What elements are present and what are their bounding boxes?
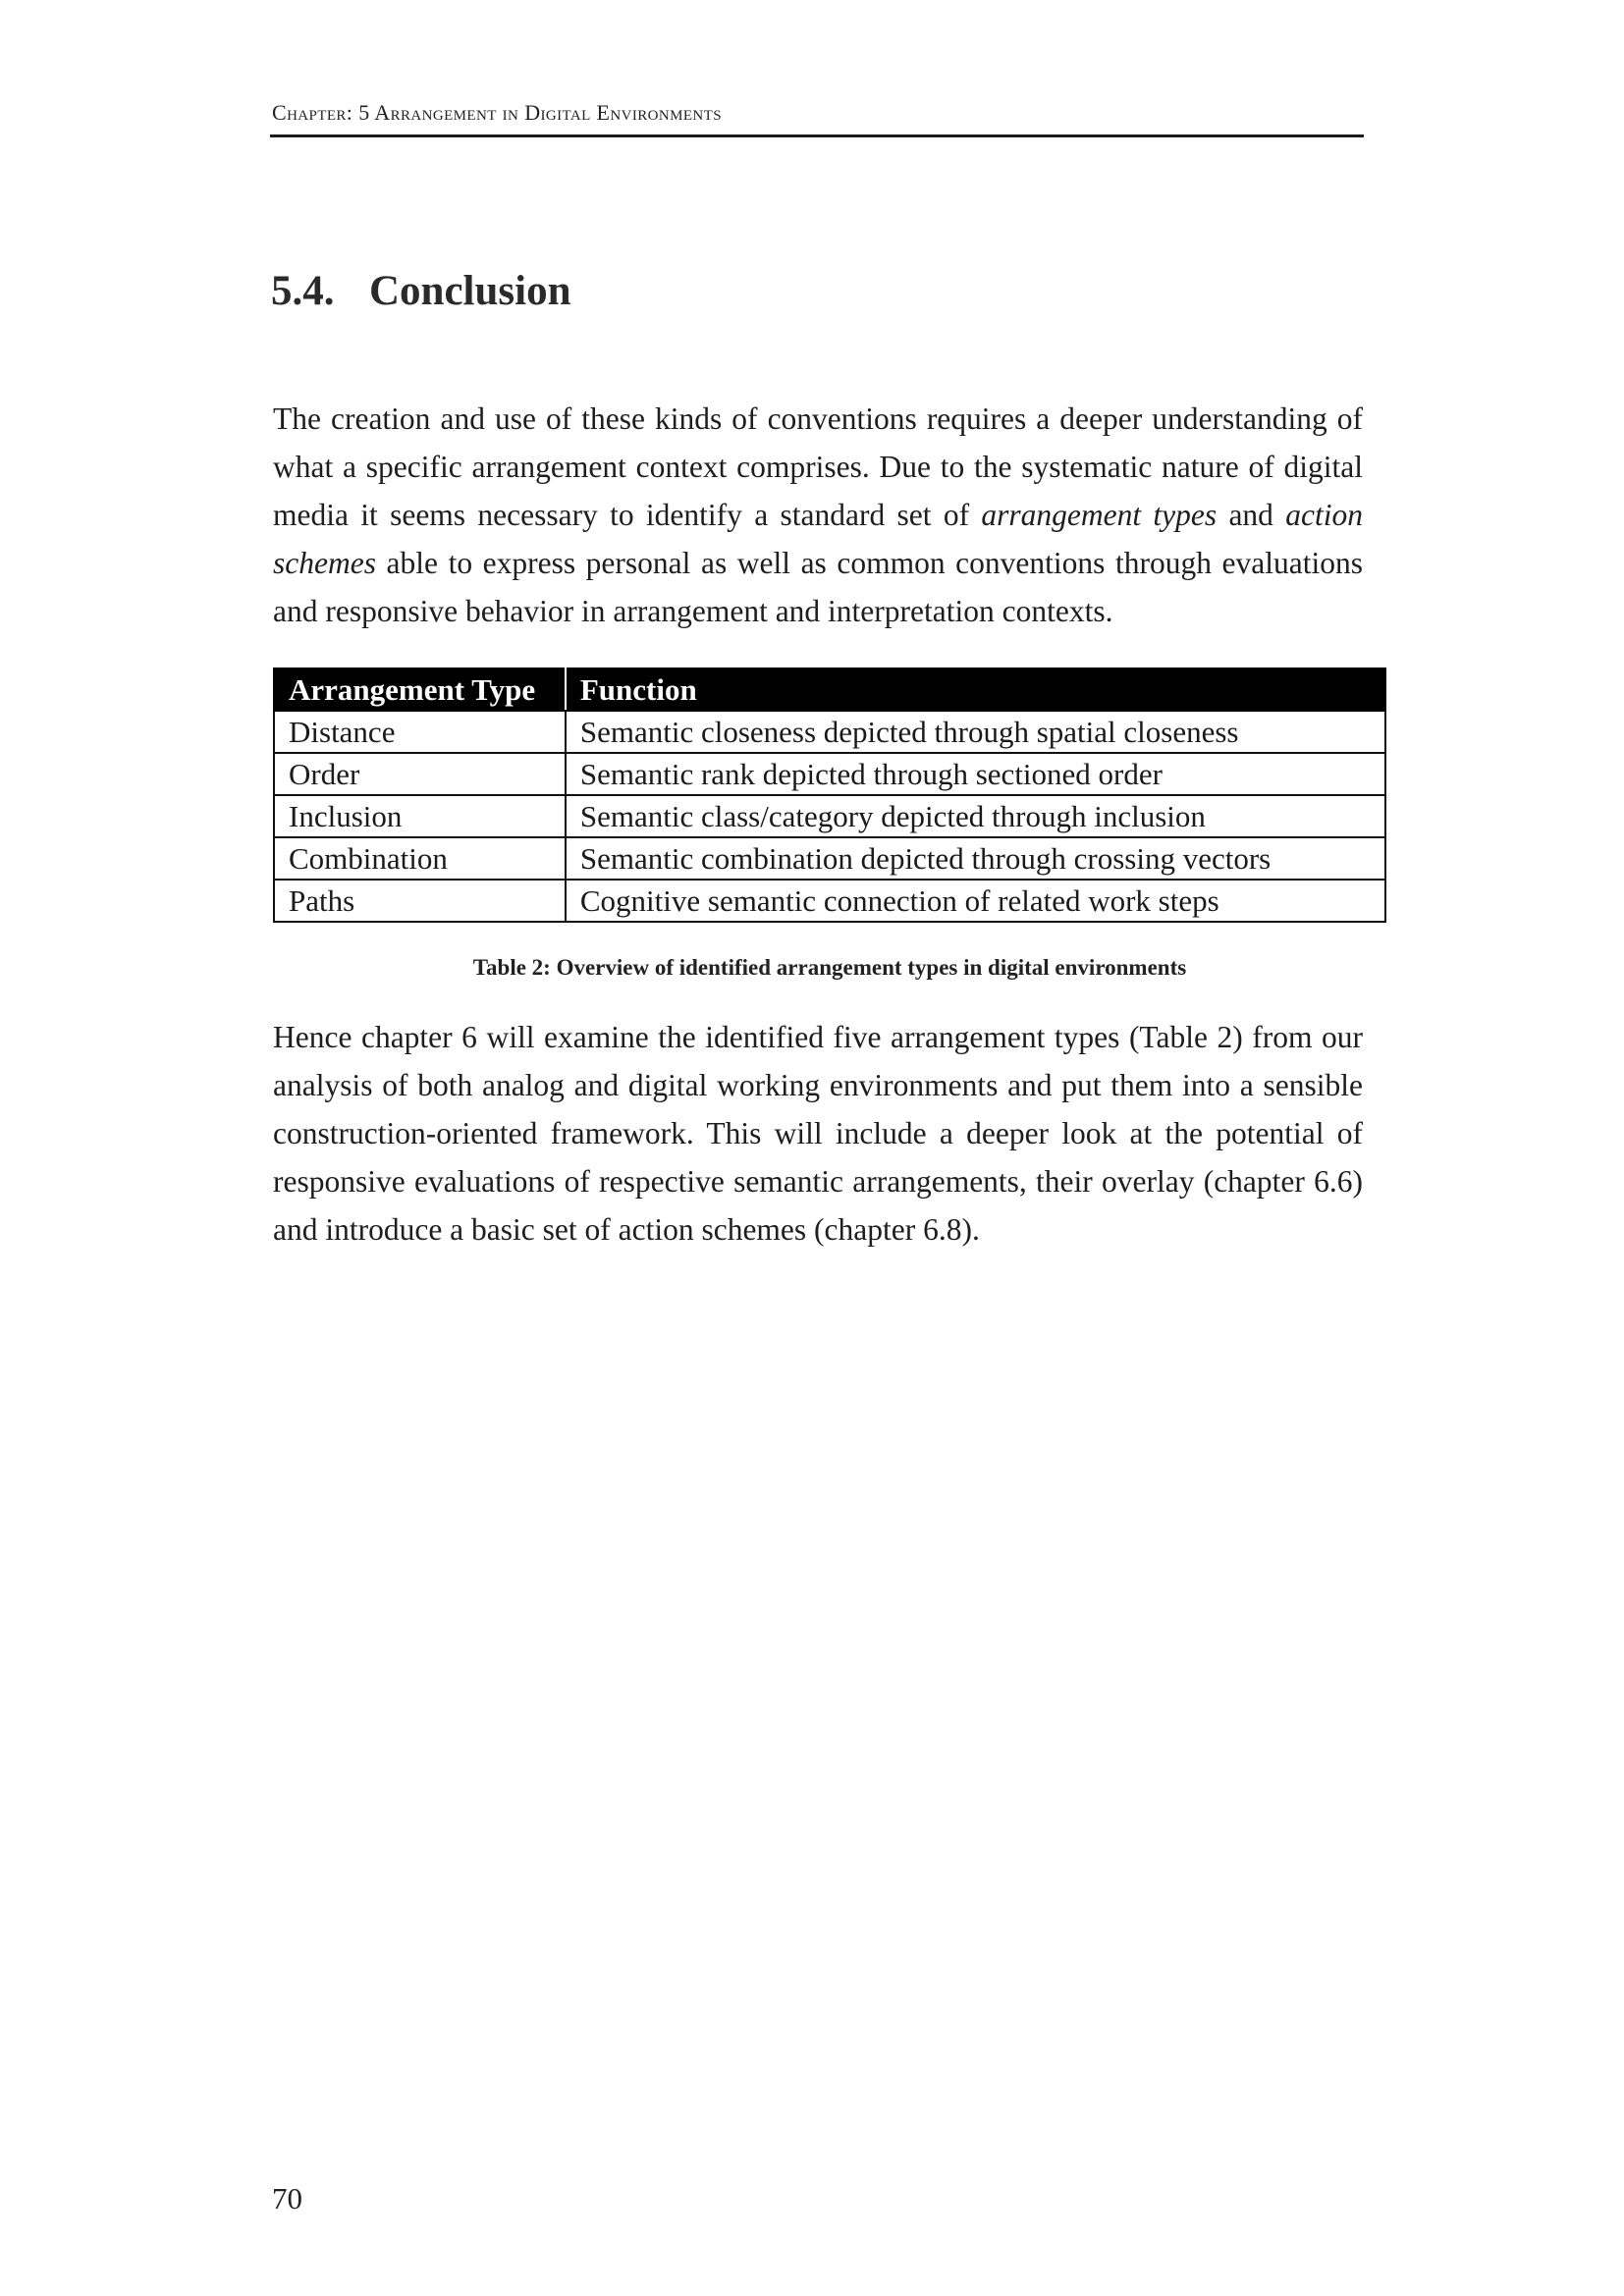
arrangement-types-table: [273, 667, 1386, 923]
column-header-arrangement-type: Arrangement Type: [274, 668, 566, 711]
intro-text-part1: The creation and use of these kinds of conventions requires a deeper understanding of what a specific arrangement context comprises. Due to the systematic nature of digital media it seems necessary to identify a standard set of: [273, 401, 1363, 532]
table-cell-function: Semantic rank depicted through sectioned order: [566, 753, 1385, 795]
table-cell-function: Semantic combination depicted through crossing vectors: [566, 837, 1385, 880]
table-row: [274, 837, 1385, 880]
table-row: [274, 753, 1385, 795]
table-cell-function: Semantic closeness depicted through spatial closeness: [566, 711, 1385, 753]
table-cell-type: Inclusion: [274, 795, 566, 837]
table-row: [274, 795, 1385, 837]
table-cell-type: Paths: [274, 880, 566, 922]
closing-paragraph: Hence chapter 6 will examine the identified five arrangement types (Table 2) from our analysis of both analog and digital working environments and put them into a sensible construction-oriented framework. This will include a deeper look at the potential of responsive evaluations of respective semantic arrangements, their overlay (chapter 6.6) and introduce a basic set of action schemes (chapter 6.8).: [273, 1020, 1363, 1247]
table-row: [274, 880, 1385, 922]
intro-emphasis-action-schemes: action schemes: [273, 498, 1363, 580]
section-heading: [271, 267, 571, 315]
intro-text-part3: able to express personal as well as common conventions through evaluations and responsive behavior in arrangement and interpretation contexts.: [273, 546, 1363, 628]
page-number: 70: [272, 2181, 302, 2216]
table-cell-function: Cognitive semantic connection of related work steps: [566, 880, 1385, 922]
table-cell-type: Order: [274, 753, 566, 795]
table-caption: Table 2: Overview of identified arrangement types in digital environments: [472, 955, 1187, 980]
intro-text-part2: and: [1217, 498, 1286, 532]
intro-emphasis-arrangement-types: arrangement types: [981, 498, 1218, 532]
table-cell-type: Combination: [274, 837, 566, 880]
table-cell-type: Distance: [274, 711, 566, 753]
running-header-title: Chapter: 5 Arrangement in Digital Environments: [272, 100, 722, 125]
running-header: [270, 96, 1364, 137]
column-header-function: Function: [566, 668, 1385, 711]
intro-paragraph: [273, 395, 1363, 635]
table-cell-function: Semantic class/category depicted through inclusion: [566, 795, 1385, 837]
section-title: Conclusion: [369, 268, 571, 314]
table-header-row: [274, 668, 1385, 711]
table-row: [274, 711, 1385, 753]
section-number: 5.4.: [271, 268, 335, 314]
